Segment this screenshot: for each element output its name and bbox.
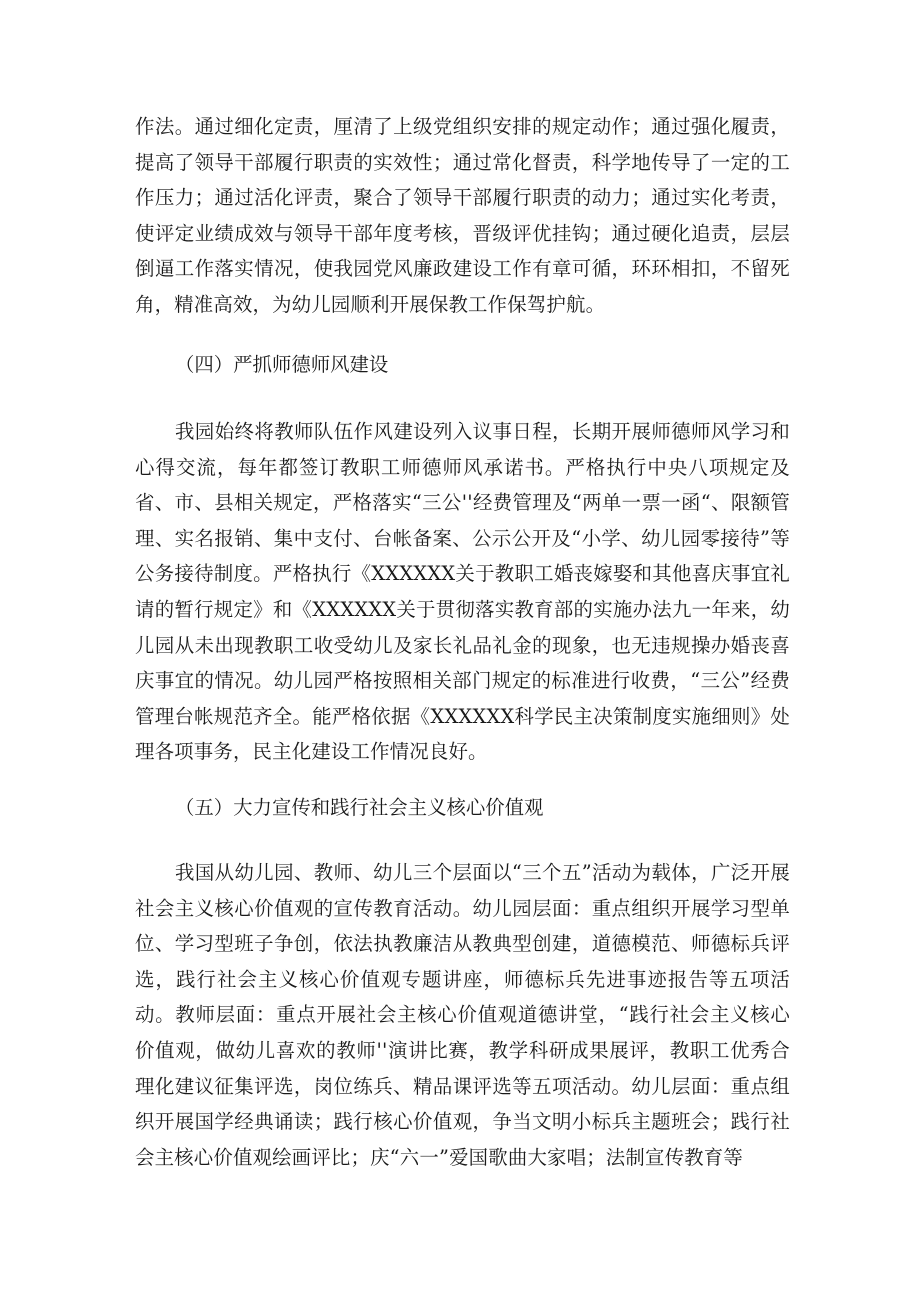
paragraph-responsibility-measures: 作法。通过细化定责，厘清了上级党组织安排的规定动作；通过强化履责，提高了领导干部履行职责的实效性；通过常化督责，科学地传导了一定的工作压力；通过活化评责，聚合了领导干部履行职责的动力；通过实化考责，使评定业绩成效与领导干部年度考核，晋级评优挂钩；通过硬化追责，层层倒逼工作落实情况，使我园党风廉政建设工作有章可循，环环相扣，不留死角，精准高效，为幼儿园顺利开展保教工作保驾护航。 bbox=[135, 115, 790, 316]
paragraph-teacher-ethics: 我园始终将教师队伍作风建设列入议事日程，长期开展师德师风学习和心得交流，每年都签订教职工师德师风承诺书。严格执行中央八项规定及省、市、县相关规定，严格落实“三公''经费管理及“两单一票一函“、限额管理、实名报销、集中支付、台帐备案、公示公开及“小学、幼儿园零接待”等公务接待制度。严格执行《XXXXXX关于教职工婚丧嫁娶和其他喜庆事宜礼请的暂行规定》和《XXXXXX关于贯彻落实教育部的实施办法九一年来，幼儿园从未出现教职工收受幼儿及家长礼品礼金的现象，也无违规操办婚丧喜庆事宜的情况。幼儿园严格按照相关部门规定的标准进行收费，“三公”经费管理台帐规范齐全。能严格依据《XXXXXX科学民主决策制度实施细则》处理各项事务，民主化建设工作情况良好。 bbox=[135, 420, 790, 764]
section-heading-5: （五）大力宣传和践行社会主义核心价值观 bbox=[175, 796, 544, 819]
section-heading-4: （四）严抓师德师风建设 bbox=[175, 353, 389, 376]
paragraph-core-values: 我国从幼儿园、教师、幼儿三个层面以“三个五”活动为载体，广泛开展社会主义核心价值观的宣传教育活动。幼儿园层面：重点组织开展学习型单位、学习型班子争创，依法执教廉洁从教典型创建，道德模范、师德标兵评选，践行社会主义核心价值观专题讲座，师德标兵先进事迹报告等五项活动。教师层面：重点开展社会主核心价值观道德讲堂，“践行社会主义核心价值观，做幼儿喜欢的教师''演讲比赛，教学科研成果展评，教职工优秀合理化建议征集评选，岗位练兵、精品课评选等五项活动。幼儿层面：重点组织开展国学经典诵读；践行核心价值观，争当文明小标兵主题班会；践行社会主核心价值观绘画评比；庆“六一”爱国歌曲大家唱；法制宣传教育等 bbox=[135, 861, 790, 1169]
